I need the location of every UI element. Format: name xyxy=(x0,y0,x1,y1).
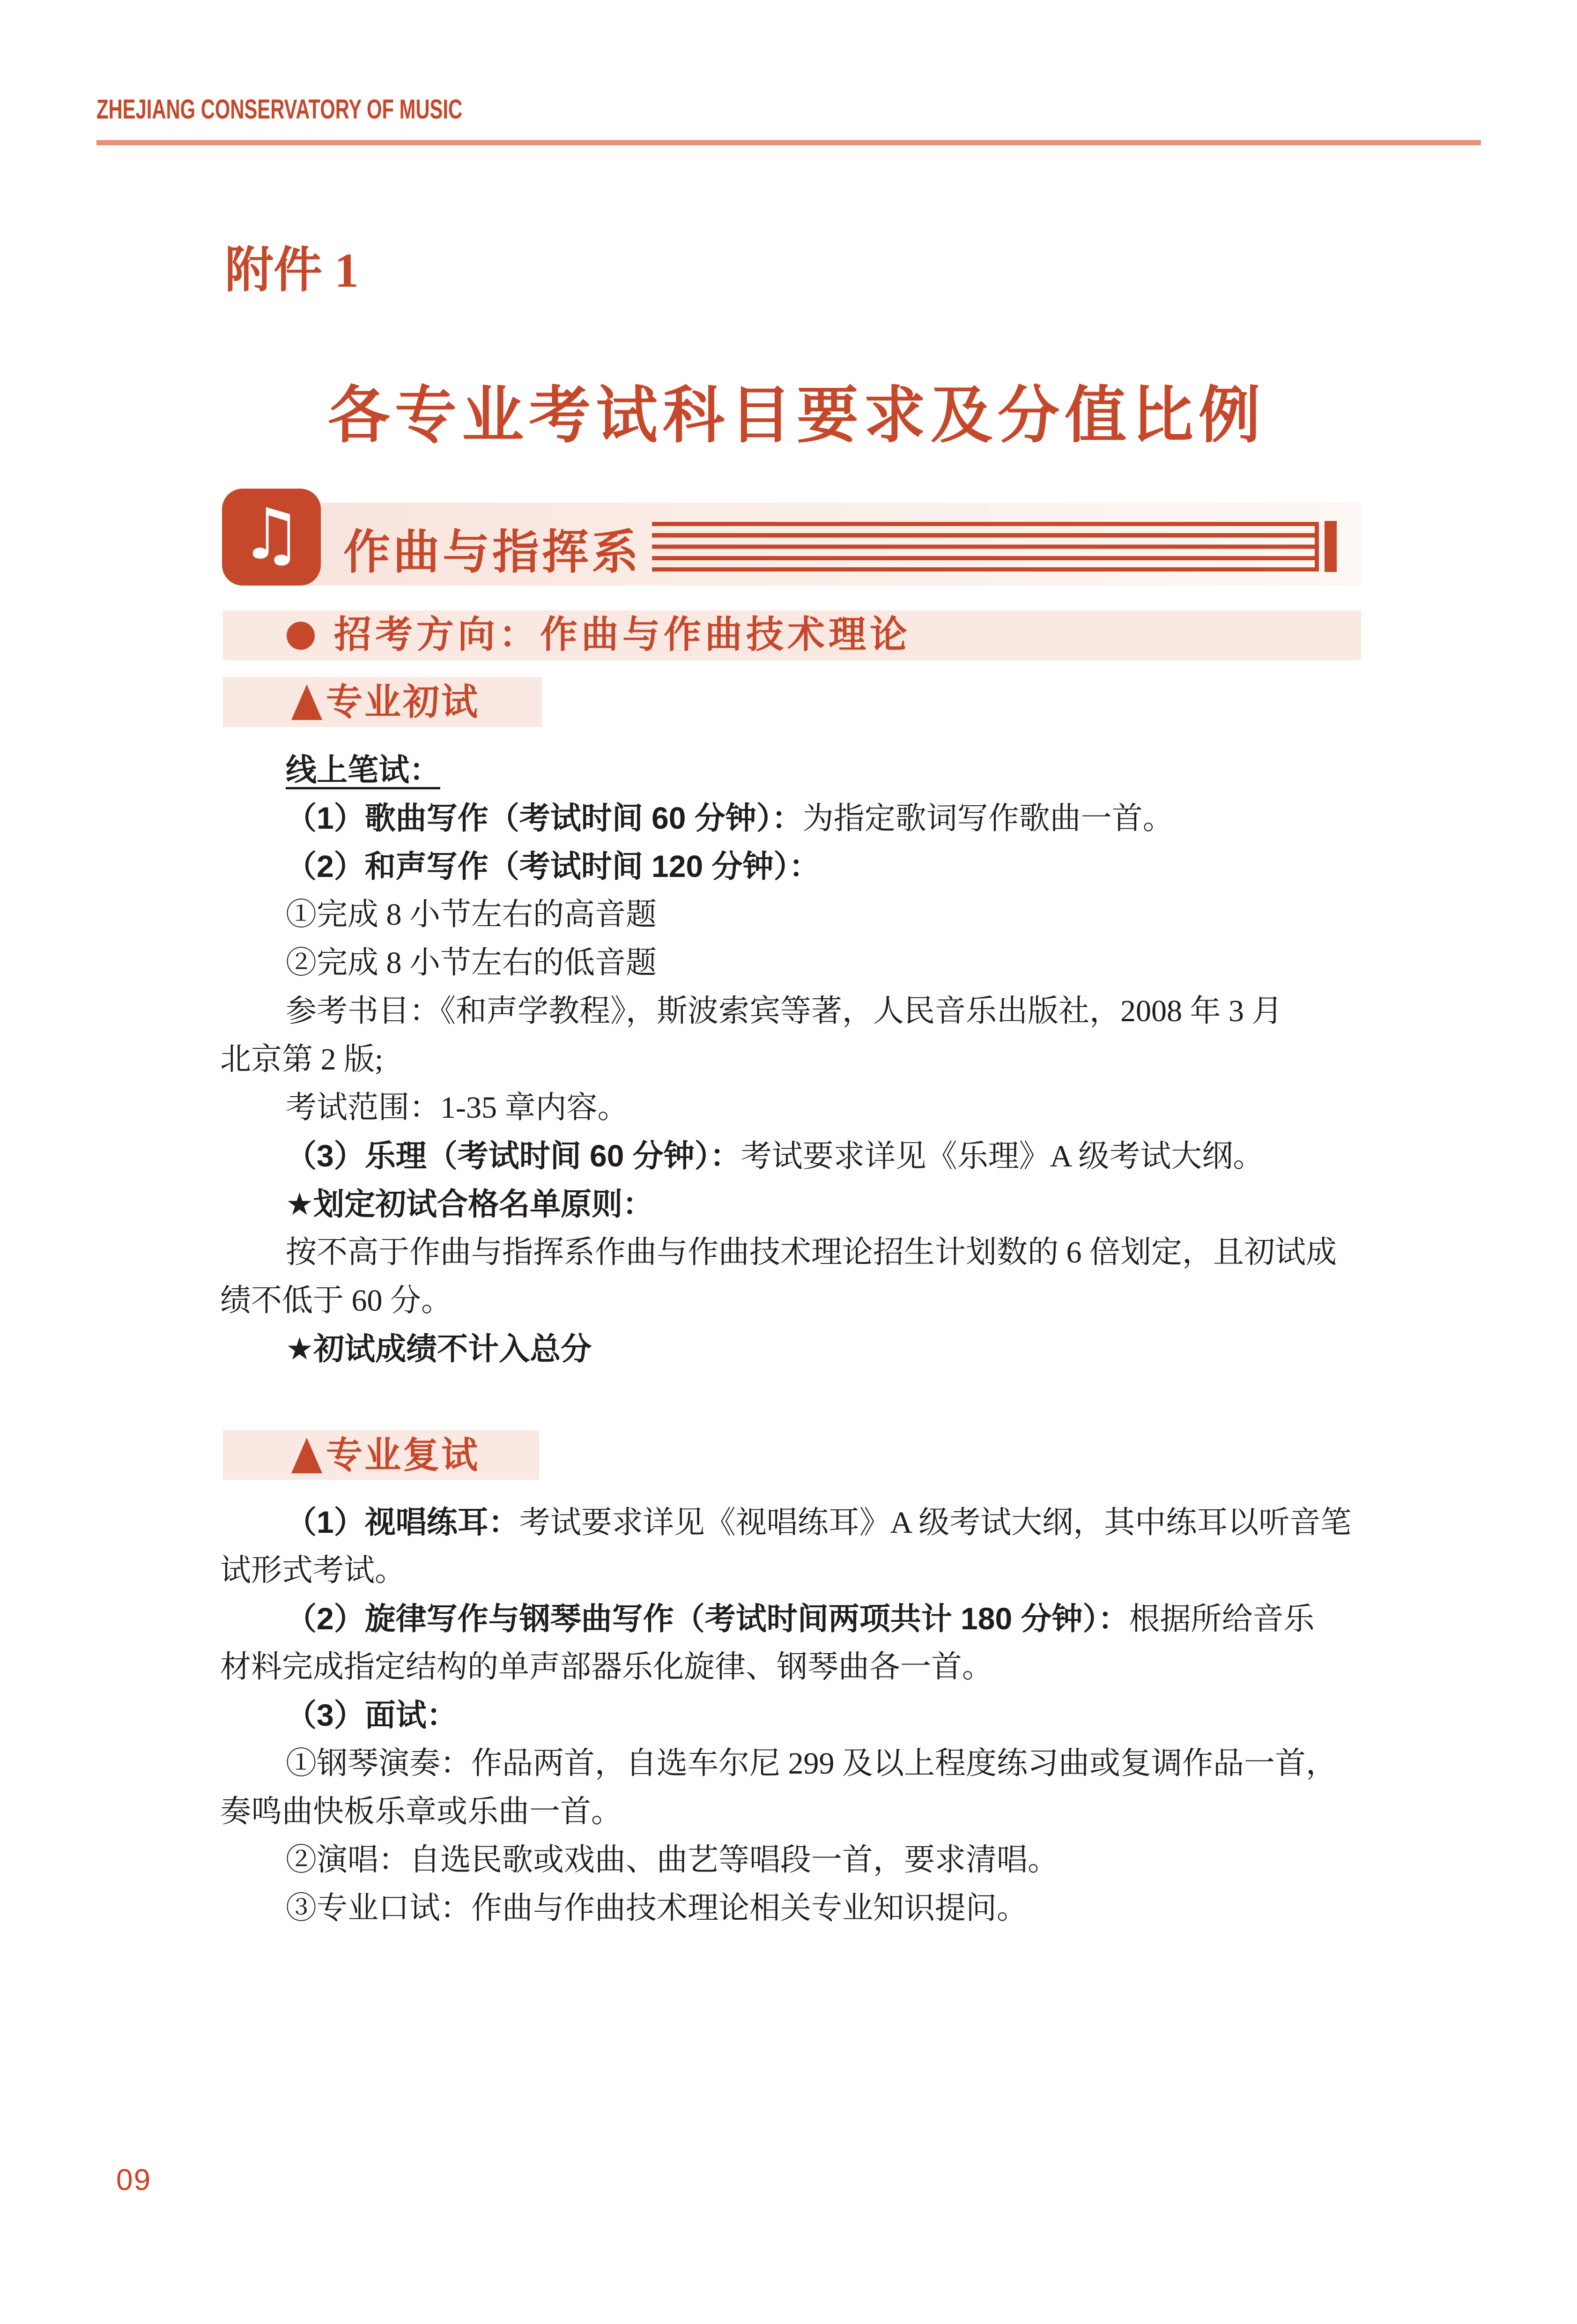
text-line: ★初试成绩不计入总分 xyxy=(286,1331,592,1366)
text-line: 参考书目：《和声学教程》，斯波索宾等著，人民音乐出版社，2008 年 3 月 xyxy=(286,994,1283,1028)
music-staff-lines xyxy=(652,522,1319,572)
section-first-label: 专业初试 xyxy=(326,682,480,722)
page-number: 09 xyxy=(116,2163,152,2197)
text-line: 试形式考试。 xyxy=(220,1553,406,1588)
staff-end-bar xyxy=(1325,521,1337,572)
text-line: 材料完成指定结构的单声部器乐化旋律、钢琴曲各一首。 xyxy=(220,1650,993,1684)
text-line: （1）歌曲写作（考试时间 60 分钟）：为指定歌词写作歌曲一首。 xyxy=(286,801,1174,836)
text-line: 北京第 2 版; xyxy=(220,1042,384,1077)
text-line: 奏鸣曲快板乐章或乐曲一首。 xyxy=(220,1795,622,1829)
second-round-body xyxy=(220,1498,1377,1932)
online-written-heading: 线上笔试： xyxy=(286,752,440,787)
text-line: 按不高于作曲与指挥系作曲与作曲技术理论招生计划数的 6 倍划定，且初试成 xyxy=(286,1235,1337,1270)
section-first-round xyxy=(223,677,542,727)
brand-text: ZHEJIANG CONSERVATORY OF MUSIC xyxy=(96,94,463,125)
bullet-icon xyxy=(287,622,315,650)
text-line: （2）旋律写作与钢琴曲写作（考试时间两项共计 180 分钟）：根据所给音乐 xyxy=(286,1601,1315,1636)
direction-bar xyxy=(223,610,1361,661)
department-name: 作曲与指挥系 xyxy=(343,527,641,579)
attachment-label: 附件 1 xyxy=(225,244,359,297)
section-second-label: 专业复试 xyxy=(326,1435,480,1476)
text-line: ②完成 8 小节左右的低音题 xyxy=(286,946,657,980)
music-notes-icon xyxy=(222,489,321,586)
direction-label: 招考方向：作曲与作曲技术理论 xyxy=(334,615,911,656)
text-line: （1）视唱练耳：考试要求详见《视唱练耳》A 级考试大纲，其中练耳以听音笔 xyxy=(286,1505,1352,1540)
text-line: ③专业口试：作曲与作曲技术理论相关专业知识提问。 xyxy=(286,1891,1028,1925)
text-line: （2）和声写作（考试时间 120 分钟）： xyxy=(286,849,820,884)
header-rule xyxy=(96,140,1481,145)
triangle-icon xyxy=(291,684,322,720)
text-line: ②演唱：自选民歌或戏曲、曲艺等唱段一首，要求清唱。 xyxy=(286,1843,1059,1877)
text-line: （3）面试： xyxy=(286,1698,458,1732)
triangle-icon xyxy=(291,1438,322,1473)
text-line: ①钢琴演奏：作品两首，自选车尔尼 299 及以上程度练习曲或复调作品一首， xyxy=(286,1746,1337,1781)
page-title: 各专业考试科目要求及分值比例 xyxy=(328,381,1266,450)
text-line: 绩不低于 60 分。 xyxy=(220,1284,452,1318)
first-round-body xyxy=(220,746,1377,1373)
text-line: 考试范围：1-35 章内容。 xyxy=(286,1091,629,1125)
text-line xyxy=(220,746,1377,794)
music-note-glyph: ♫ xyxy=(240,493,303,575)
text-line: （3）乐理（考试时间 60 分钟）：考试要求详见《乐理》A 级考试大纲。 xyxy=(286,1138,1264,1173)
text-line: ★划定初试合格名单原则： xyxy=(286,1187,654,1221)
section-second-round xyxy=(223,1430,539,1480)
text-line: ①完成 8 小节左右的高音题 xyxy=(286,898,657,932)
